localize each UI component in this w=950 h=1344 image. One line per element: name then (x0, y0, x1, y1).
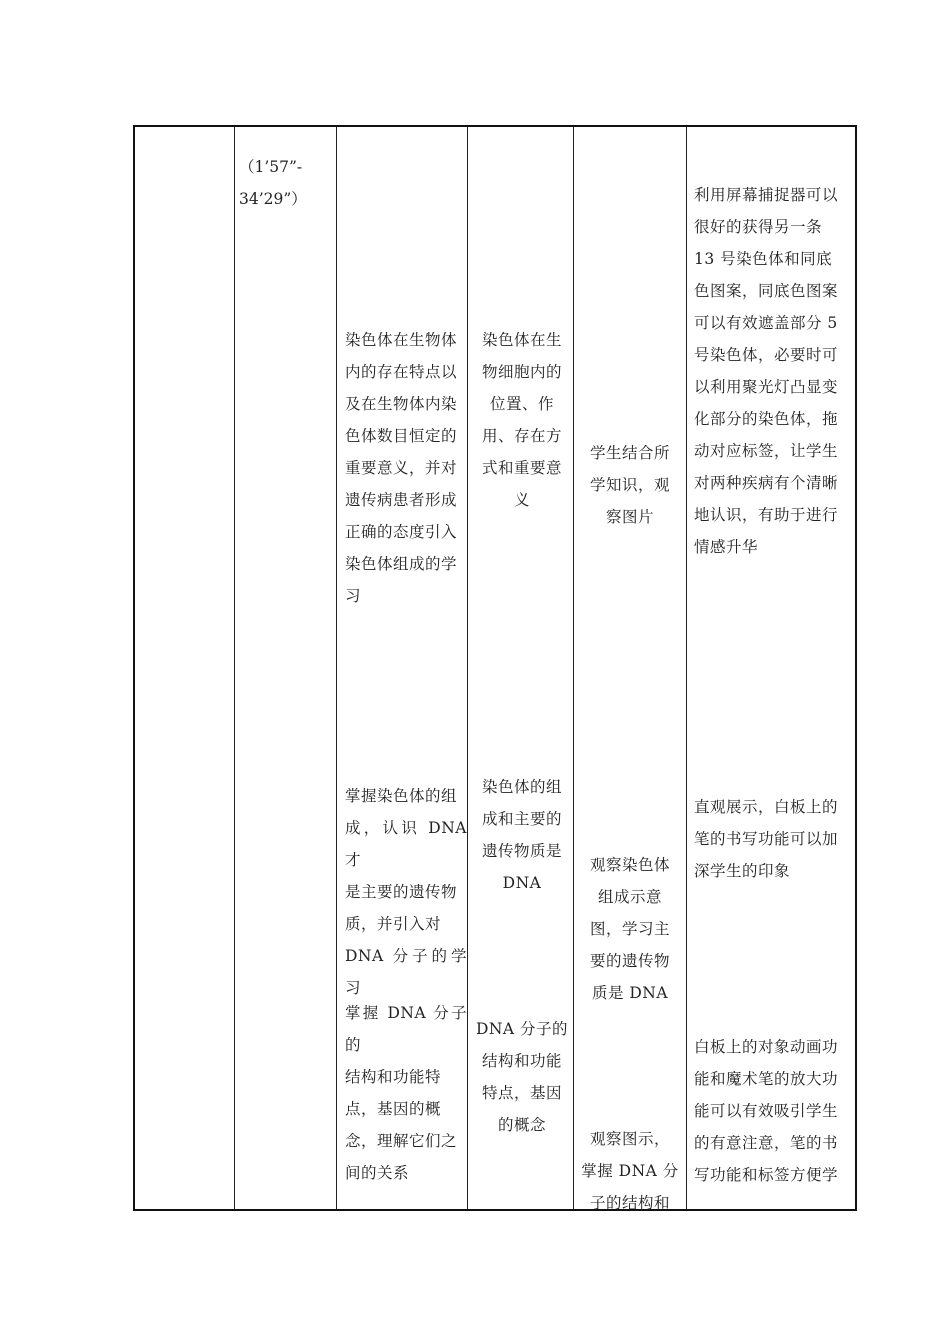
column-divider (573, 127, 574, 1209)
time-range: （1’57”- 34’29”） (239, 158, 307, 208)
objective-chromosome-composition: 掌握染色体的组 成，认识 DNA 才 是主要的遗传物 质，并引入对 DNA 分子的学习 (345, 787, 467, 997)
column-divider (336, 127, 337, 1209)
objective-chromosome-existence: 染色体在生物体 内的存在特点以 及在生物体内染 色体数目恒定的 重要意义，并对 遗传病患者形成 正确的态度引入 染色体组成的学 习 (345, 331, 458, 605)
objective-dna-structure: 掌握 DNA 分子的 结构和功能特 点，基因的概 念，理解它们之 间的关系 (345, 1004, 467, 1182)
content-dna-structure: DNA 分子的 结构和功能 特点，基因 的概念 (475, 1020, 569, 1134)
design-object-animation: 白板上的对象动画功 能和魔术笔的放大功 能可以有效吸引学生 的有意注意，笔的书 写功能和标签方便学 (694, 1038, 839, 1184)
content-chromosome-position: 染色体在生 物细胞内的 位置、作 用、存在方 式和重要意 义 (481, 331, 562, 509)
column-divider (467, 127, 468, 1209)
design-visual-display: 直观展示，白板上的 笔的书写功能可以加 深学生的印象 (694, 798, 839, 880)
design-screen-capture: 利用屏幕捕捉器可以 很好的获得另一条 13 号染色体和同底 色图案，同底色图案 可以有效遮盖部分 5 号染色体，必要时可 以利用聚光灯凸显变 化部分的染色体，拖 动对应标签，让学生 对两种疾病有个清晰 地认识，有助于进行 情感升华 (694, 186, 839, 556)
activity-observe-pictures: 学生结合所 学知识，观 察图片 (589, 444, 670, 526)
column-divider (234, 127, 235, 1209)
lesson-plan-table (133, 125, 857, 1211)
column-divider (686, 127, 687, 1209)
content-chromosome-composition: 染色体的组 成和主要的 遗传物质是 DNA (481, 778, 562, 892)
activity-composition-diagram: 观察染色体 组成示意 图，学习主 要的遗传物 质是 DNA (589, 856, 670, 1002)
activity-dna-diagram: 观察图示， 掌握 DNA 分 子的结构和 (581, 1130, 679, 1212)
